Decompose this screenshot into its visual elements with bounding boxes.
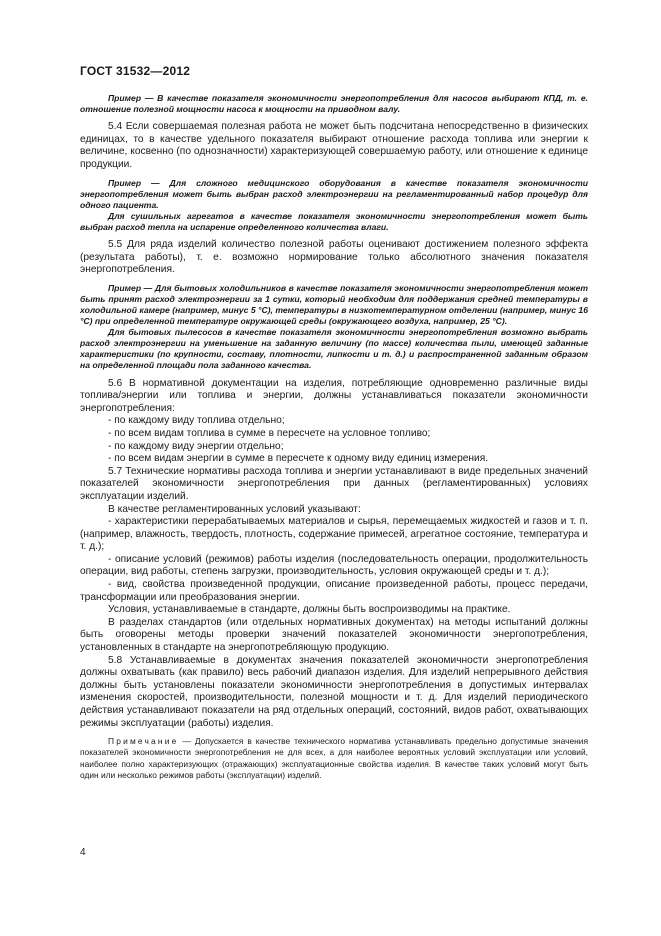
- clause-5-5: 5.5 Для ряда изделий количество полезной работы оценивают достижением полезного эффекта (результата работы), т. е. возможно нормирование только абсолютного значения показателя энергопотребления.: [80, 239, 588, 276]
- example-paragraph: Пример — В качестве показателя экономичности энергопотребления для насосов выбирают КПД, т. е. отношение полезной мощности насоса к мощности на приводном валу.: [80, 93, 588, 115]
- example-paragraph: Пример — Для бытовых холодильников в качестве показателя экономичности энергопотребления может быть принят расход электроэнергии за 1 сутки, который необходим для поддержания средней температуры в холодильной камере (например, минус 5 °С), температуры в низкотемпературном отделении (например, минус 16 °С) при определенной температуре окружающей среды (окружающего воздуха, например, 25 °С).: [80, 282, 588, 327]
- note-text: — Допускается в качестве технического норматива устанавливать предельно допустимые значения показателей экономичности энергопотребления не для всех, а для наиболее вероятных условий эксплуатации или условий, наиболее полно характеризующих (отражающих) эксплуатационные свойства изделия. В качестве таких условий могут быть один или несколько режимов работы (эксплуатации) изделий.: [80, 736, 588, 780]
- list-item: - характеристики перерабатываемых материалов и сырья, перемещаемых жидкостей и газов и т. п. (например, влажность, твердость, плотность, содержание примесей, агрегатное состояние, температура и т. д.);: [80, 516, 588, 553]
- clause-5-6: 5.6 В нормативной документации на изделия, потребляющие одновременно различные виды топлива/энергии или топлива и энергии, должны устанавливаться показатели экономичности энергопотребления:: [80, 377, 588, 414]
- clause-5-8: 5.8 Устанавливаемые в документах значения показателей экономичности энергопотребления должны охватывать (как правило) весь рабочий диапазон изделия. Для изделий непрерывного действия должны быть установлены показатели экономичности энергопотребления в допустимых интервалах изменения скоростей, производительности, полезной мощности и т. д. Для изделий периодического действия устанавливают показатели на ряд отдельных операций, состояний, видов работ, охватывающих режимы эксплуатации (работы) изделия.: [80, 654, 588, 729]
- document-body: [80, 93, 588, 781]
- document-header: ГОСТ 31532—2012: [80, 64, 191, 78]
- clause-5-4: 5.4 Если совершаемая полезная работа не может быть подсчитана непосредственно в физических единицах, то в качестве удельного показателя выбирают отношение расхода топлива или энергии к величине, косвенно (по однозначности) характеризующей совершаемую работу, или отношение к единице продукции.: [80, 121, 588, 170]
- list-item: - по каждому виду топлива отдельно;: [108, 415, 285, 427]
- example-paragraph: Для сушильных агрегатов в качестве показателя экономичности энергопотребления может быть выбран расход тепла на испарение определенного количества влаги.: [80, 210, 588, 232]
- clause-5-7-methods: В разделах стандартов (или отдельных нормативных документах) на методы испытаний должны быть оговорены методы проверки значений показателей экономичности энергопотребления, установленных в стандарте на энергопотребляющую продукцию.: [80, 616, 588, 654]
- clause-5-7-intro: В качестве регламентированных условий указывают:: [108, 503, 361, 515]
- note-label: Примечание: [108, 736, 179, 747]
- clause-5-7: 5.7 Технические нормативы расхода топлива и энергии устанавливают в виде предельных значений показателей экономичности энергопотребления при данных (регламентированных) условиях эксплуатации изделий.: [80, 465, 588, 502]
- clause-5-7-conditions: Условия, устанавливаемые в стандарте, должны быть воспроизводимы на практике.: [108, 604, 511, 616]
- page-number: 4: [80, 847, 86, 858]
- list-item: - вид, свойства произведенной продукции, описание произведенной работы, процесс передачи, трансформации или преобразования энергии.: [80, 579, 588, 603]
- list-item: - по всем видам топлива в сумме в пересчете на условное топливо;: [108, 427, 431, 439]
- list-item: - по всем видам энергии в сумме в пересчете к одному виду единиц измерения.: [108, 453, 489, 465]
- example-paragraph: Пример — Для сложного медицинского оборудования в качестве показателя экономичности энергопотребления может быть выбран расход электроэнергии на регламентированный набор процедур для одного пациента.: [80, 177, 588, 210]
- example-paragraph: Для бытовых пылесосов в качестве показателя экономичности энергопотребления возможно выбрать расход электроэнергии на уменьшение на заданную величину (по массе) количества пыли, имеющей заданные характеристики (по крупности, составу, плотности, липкости и т. д.) и распространенной заданным образом на определенной площади пола заданного качества.: [80, 327, 588, 371]
- list-item: - описание условий (режимов) работы изделия (последовательность операции, продолжительность операции, вид работы, степень загрузки, производительность, условия окружающей среды и т. д.);: [80, 553, 588, 578]
- list-item: - по каждому виду энергии отдельно;: [108, 440, 284, 452]
- note-paragraph: [80, 736, 588, 781]
